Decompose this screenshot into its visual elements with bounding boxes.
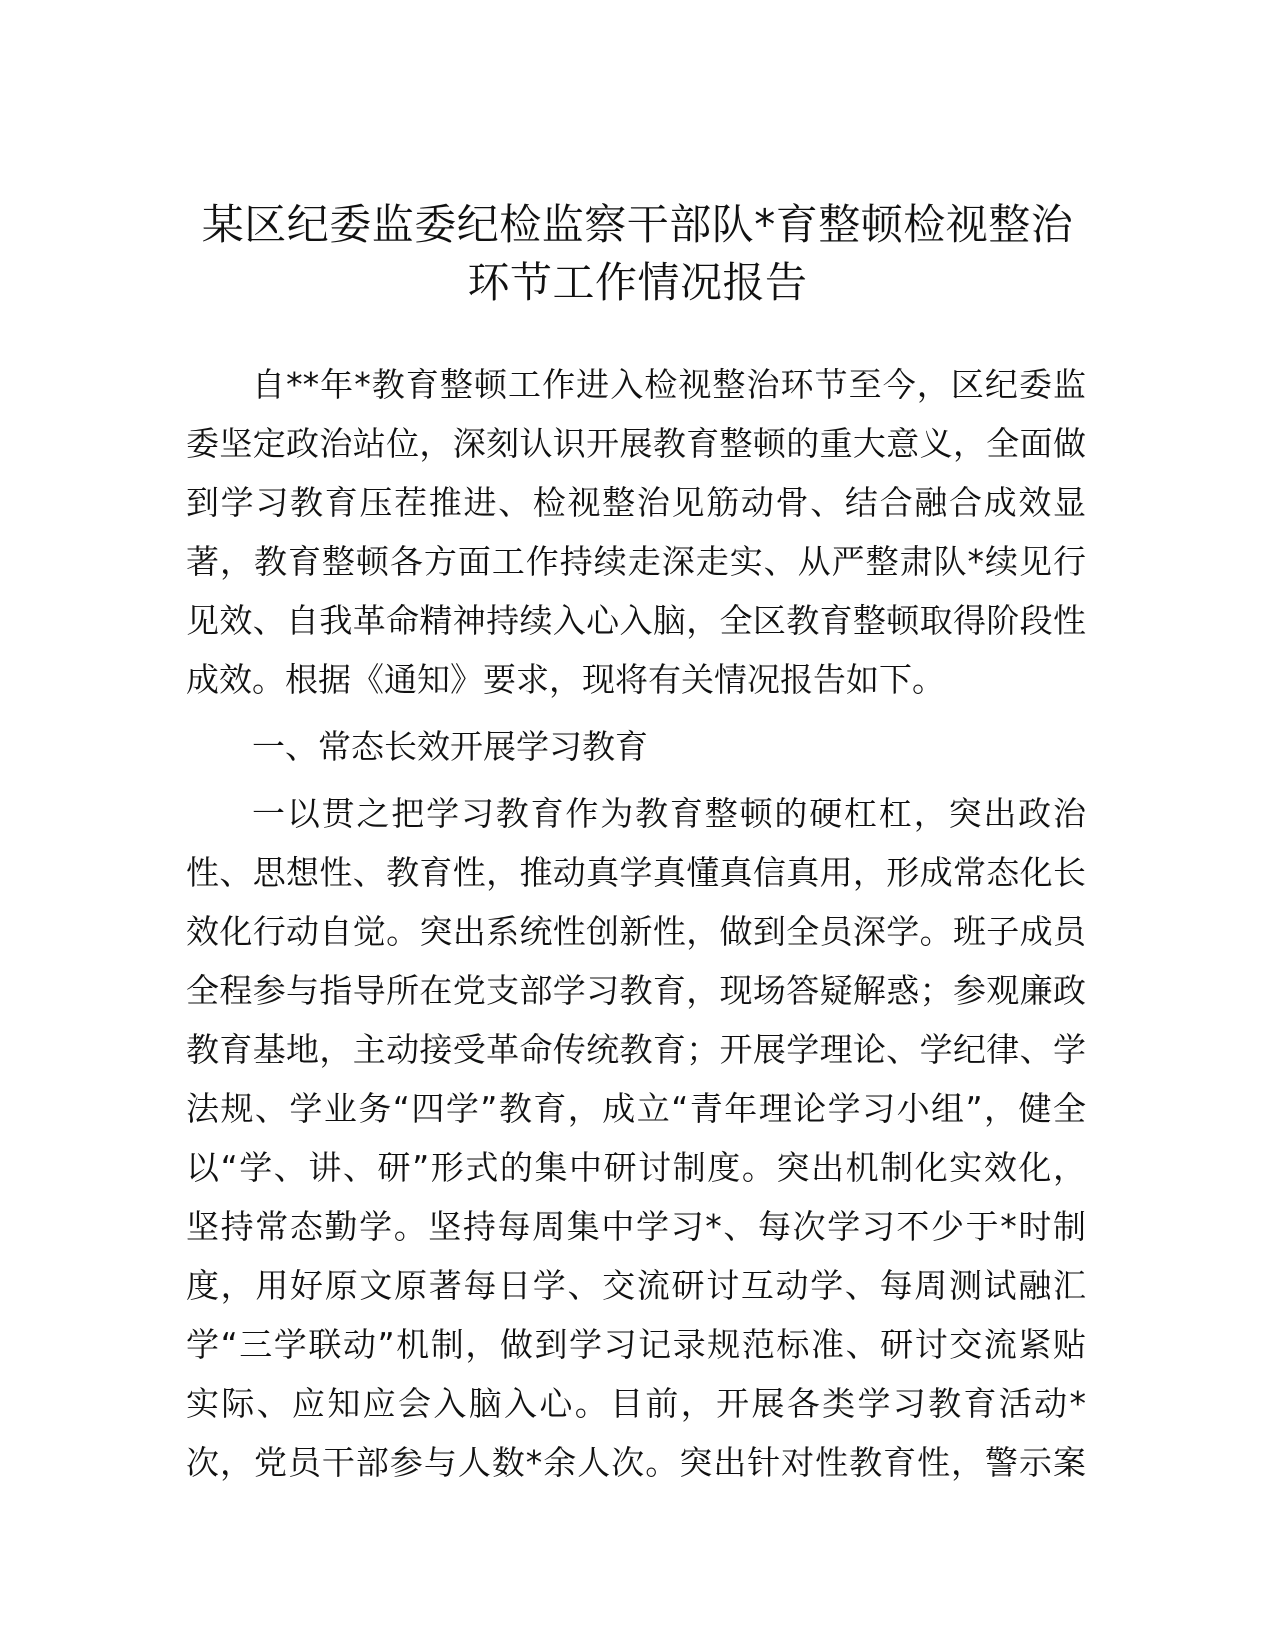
paragraph-line: 效化行动自觉。突出系统性创新性，做到全员深学。班子成员 — [186, 912, 1086, 951]
paragraph-line: 一以贯之把学习教育作为教育整顿的硬杠杠，突出政治 — [252, 794, 1086, 833]
paragraph-line: 到学习教育压茬推进、检视整治见筋动骨、结合融合成效显 — [186, 483, 1086, 522]
document-title — [150, 196, 1125, 312]
paragraph-line: 实际、应知应会入脑入心。目前，开展各类学习教育活动* — [186, 1384, 1086, 1423]
paragraph-line: 学“三学联动”机制，做到学习记录规范标准、研讨交流紧贴 — [186, 1325, 1086, 1364]
document-body — [186, 355, 1086, 1492]
paragraph-line: 教育基地，主动接受革命传统教育；开展学理论、学纪律、学 — [186, 1030, 1086, 1069]
paragraph-line: 著，教育整顿各方面工作持续走深走实、从严整肃队*续见行 — [186, 542, 1086, 581]
paragraph-intro — [186, 355, 1086, 709]
title-line-1: 某区纪委监委纪检监察干部队*育整顿检视整治 — [201, 200, 1074, 249]
paragraph-line: 以“学、讲、研”形式的集中研讨制度。突出机制化实效化， — [186, 1148, 1086, 1187]
paragraph-study-education — [186, 784, 1086, 1492]
paragraph-line: 性、思想性、教育性，推动真学真懂真信真用，形成常态化长 — [186, 853, 1086, 892]
paragraph-line: 坚持常态勤学。坚持每周集中学习*、每次学习不少于*时制 — [186, 1207, 1086, 1246]
paragraph-line: 度，用好原文原著每日学、交流研讨互动学、每周测试融汇 — [186, 1266, 1086, 1305]
paragraph-line: 法规、学业务“四学”教育，成立“青年理论学习小组”，健全 — [186, 1089, 1086, 1128]
title-line-2: 环节工作情况报告 — [467, 258, 808, 307]
paragraph-line: 次，党员干部参与人数*余人次。突出针对性教育性，警示案 — [186, 1443, 1086, 1482]
paragraph-line: 全程参与指导所在党支部学习教育，现场答疑解惑；参观廉政 — [186, 971, 1086, 1010]
paragraph-line: 委坚定政治站位，深刻认识开展教育整顿的重大意义，全面做 — [186, 424, 1086, 463]
paragraph-line: 成效。根据《通知》要求，现将有关情况报告如下。 — [186, 660, 945, 699]
paragraph-line: 见效、自我革命精神持续入心入脑，全区教育整顿取得阶段性 — [186, 601, 1086, 640]
section-heading-1: 一、常态长效开展学习教育 — [252, 727, 648, 766]
paragraph-line: 自**年*教育整顿工作进入检视整治环节至今，区纪委监 — [252, 365, 1086, 404]
